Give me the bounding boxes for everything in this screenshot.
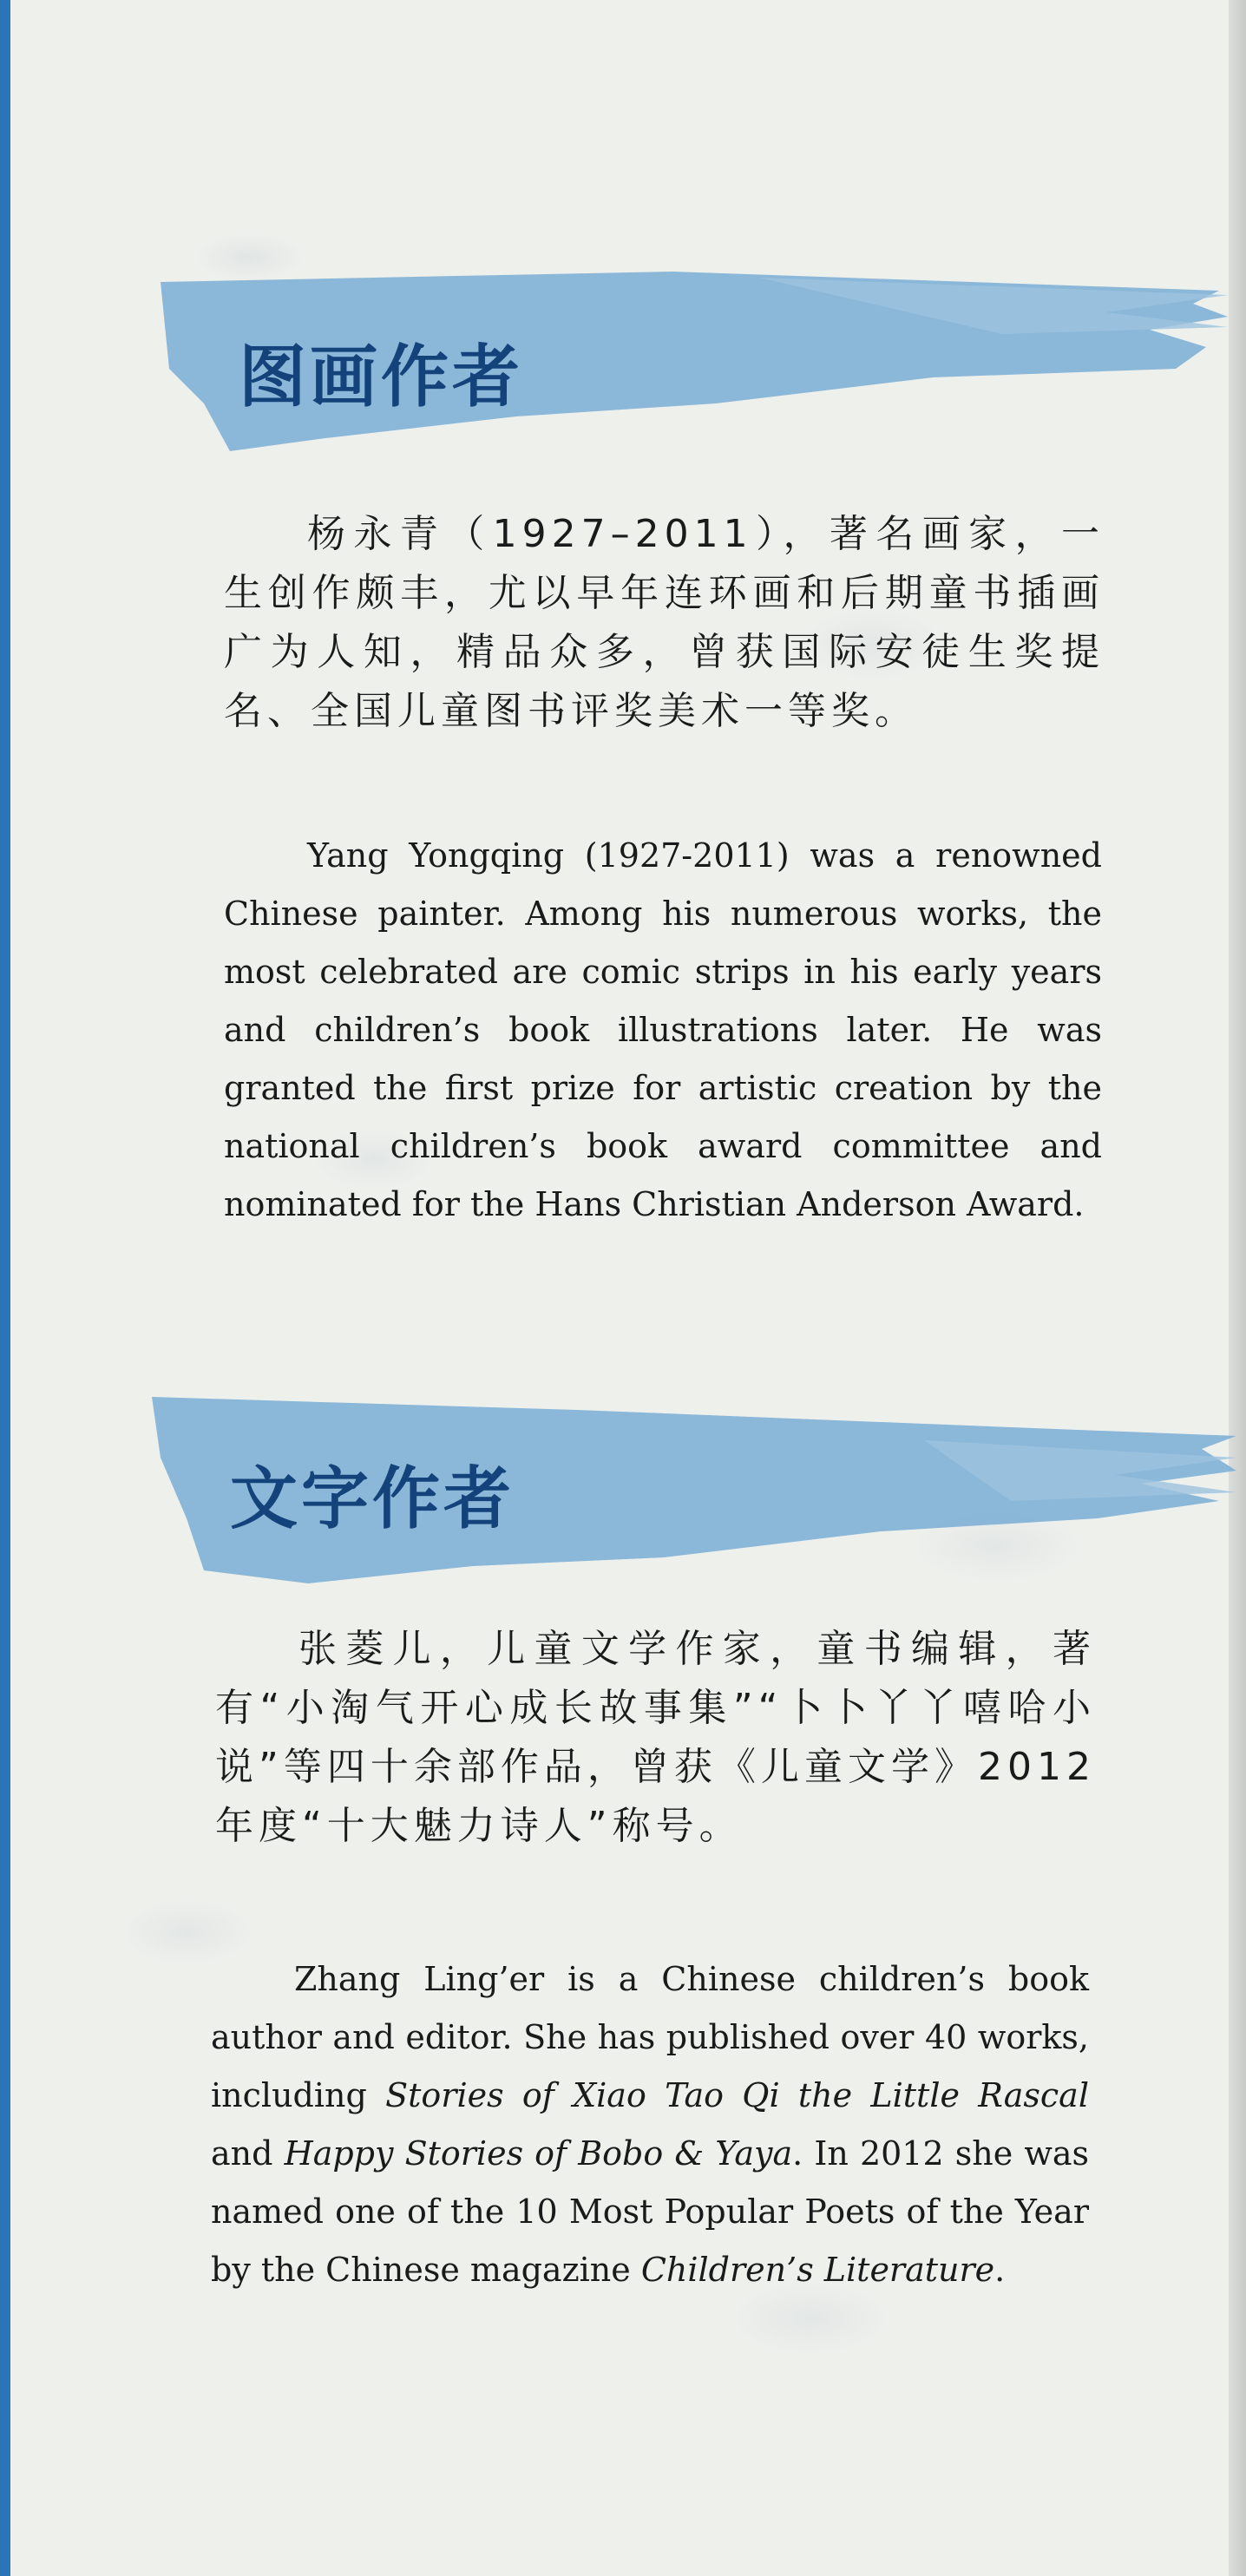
author-bio-text: Zhang Ling’er is a Chinese children’s book author and editor. She has published over 40 works, including	[211, 1960, 1089, 2114]
book-spine-edge	[0, 0, 10, 2576]
author-heading: 文字作者	[230, 1460, 515, 1538]
book-title: Stories of Xiao Tao Qi the Little Rascal	[385, 2076, 1089, 2114]
illustrator-bio-english: Yang Yongqing (1927-2011) was a renowned Chinese painter. Among his numerous works, the most celebrated are comic strips in his early years and children’s book illustrations later. He was granted the first prize for artistic creation by the national children’s book award committee and nominated for the Hans Christian Anderson Award.	[224, 836, 1102, 1223]
magazine-title: Children’s Literature	[640, 2251, 995, 2289]
author-bio-text: and	[211, 2134, 285, 2173]
book-title: Happy Stories of Bobo & Yaya	[284, 2134, 793, 2173]
illustrator-bio-chinese: 杨永青（1927–2011），著名画家，一生创作颇丰，尤以早年连环画和后期童书插画广为人知，精品众多，曾获国际安徒生奖提名、全国儿童图书评奖美术一等奖。	[224, 512, 1105, 733]
author-bio-text: . In 2012 she was named one of the 10 Most Popular Poets of the Year by the Chinese magazine	[211, 2134, 1089, 2289]
author-bio-chinese: 张菱儿，儿童文学作家，童书编辑，著有“小淘气开心成长故事集”“卜卜丫丫嘻哈小说”等四十余部作品，曾获《儿童文学》2012年度“十大魅力诗人”称号。	[215, 1627, 1096, 1848]
author-bio-english	[211, 1950, 1089, 2299]
author-bio-text: .	[994, 2251, 1006, 2289]
illustrator-heading: 图画作者	[239, 338, 524, 416]
